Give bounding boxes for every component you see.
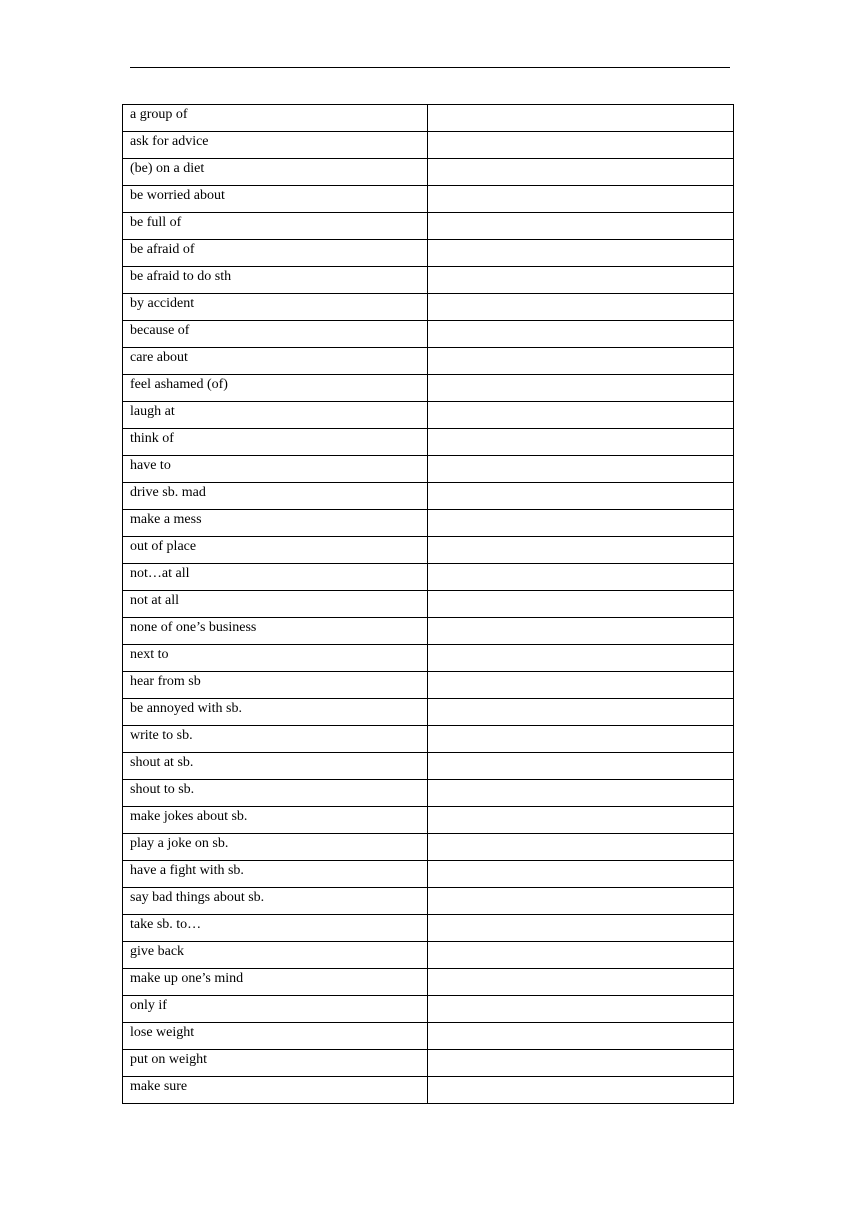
answer-cell bbox=[428, 294, 734, 321]
answer-cell bbox=[428, 510, 734, 537]
phrase-cell: lose weight bbox=[123, 1023, 428, 1050]
table-row bbox=[123, 402, 734, 429]
table-row bbox=[123, 537, 734, 564]
answer-cell bbox=[428, 861, 734, 888]
answer-cell bbox=[428, 348, 734, 375]
answer-cell bbox=[428, 483, 734, 510]
answer-cell bbox=[428, 618, 734, 645]
table-row bbox=[123, 591, 734, 618]
answer-cell bbox=[428, 699, 734, 726]
table-row bbox=[123, 1023, 734, 1050]
answer-cell bbox=[428, 834, 734, 861]
answer-cell bbox=[428, 969, 734, 996]
phrase-cell: a group of bbox=[123, 105, 428, 132]
answer-cell bbox=[428, 1023, 734, 1050]
phrase-cell: hear from sb bbox=[123, 672, 428, 699]
phrase-cell: feel ashamed (of) bbox=[123, 375, 428, 402]
table-row bbox=[123, 267, 734, 294]
answer-cell bbox=[428, 429, 734, 456]
phrase-cell: think of bbox=[123, 429, 428, 456]
table-row bbox=[123, 861, 734, 888]
answer-cell bbox=[428, 888, 734, 915]
phrase-cell: be worried about bbox=[123, 186, 428, 213]
table-row bbox=[123, 375, 734, 402]
phrase-cell: play a joke on sb. bbox=[123, 834, 428, 861]
phrase-cell: next to bbox=[123, 645, 428, 672]
table-row bbox=[123, 213, 734, 240]
answer-cell bbox=[428, 807, 734, 834]
table-row bbox=[123, 348, 734, 375]
table-row bbox=[123, 699, 734, 726]
phrase-cell: laugh at bbox=[123, 402, 428, 429]
answer-cell bbox=[428, 159, 734, 186]
phrase-cell: make up one’s mind bbox=[123, 969, 428, 996]
phrase-cell: say bad things about sb. bbox=[123, 888, 428, 915]
answer-cell bbox=[428, 105, 734, 132]
table-row bbox=[123, 618, 734, 645]
answer-cell bbox=[428, 645, 734, 672]
phrase-cell: because of bbox=[123, 321, 428, 348]
phrase-cell: make sure bbox=[123, 1077, 428, 1104]
phrase-cell: be annoyed with sb. bbox=[123, 699, 428, 726]
phrase-cell: be afraid to do sth bbox=[123, 267, 428, 294]
table-row bbox=[123, 969, 734, 996]
phrase-cell: be afraid of bbox=[123, 240, 428, 267]
table-row bbox=[123, 483, 734, 510]
table-row bbox=[123, 942, 734, 969]
table-row bbox=[123, 645, 734, 672]
answer-cell bbox=[428, 753, 734, 780]
answer-cell bbox=[428, 402, 734, 429]
table-row bbox=[123, 159, 734, 186]
answer-cell bbox=[428, 564, 734, 591]
answer-cell bbox=[428, 996, 734, 1023]
phrase-table bbox=[122, 104, 734, 1104]
answer-cell bbox=[428, 132, 734, 159]
phrase-cell: none of one’s business bbox=[123, 618, 428, 645]
table-row bbox=[123, 1050, 734, 1077]
phrase-cell: have a fight with sb. bbox=[123, 861, 428, 888]
answer-cell bbox=[428, 591, 734, 618]
table-row bbox=[123, 240, 734, 267]
phrase-cell: care about bbox=[123, 348, 428, 375]
phrase-cell: out of place bbox=[123, 537, 428, 564]
table-row bbox=[123, 294, 734, 321]
table-row bbox=[123, 780, 734, 807]
answer-cell bbox=[428, 780, 734, 807]
phrase-cell: put on weight bbox=[123, 1050, 428, 1077]
phrase-cell: only if bbox=[123, 996, 428, 1023]
answer-cell bbox=[428, 537, 734, 564]
table-row bbox=[123, 807, 734, 834]
table-row bbox=[123, 429, 734, 456]
answer-cell bbox=[428, 726, 734, 753]
phrase-cell: not at all bbox=[123, 591, 428, 618]
answer-cell bbox=[428, 942, 734, 969]
answer-cell bbox=[428, 375, 734, 402]
table-row bbox=[123, 753, 734, 780]
table-row bbox=[123, 672, 734, 699]
answer-cell bbox=[428, 1050, 734, 1077]
answer-cell bbox=[428, 267, 734, 294]
phrase-cell: drive sb. mad bbox=[123, 483, 428, 510]
table-row bbox=[123, 456, 734, 483]
answer-cell bbox=[428, 1077, 734, 1104]
table-row bbox=[123, 1077, 734, 1104]
phrase-cell: make a mess bbox=[123, 510, 428, 537]
table-row bbox=[123, 726, 734, 753]
answer-cell bbox=[428, 672, 734, 699]
answer-cell bbox=[428, 213, 734, 240]
table-row bbox=[123, 510, 734, 537]
phrase-cell: (be) on a diet bbox=[123, 159, 428, 186]
phrase-cell: write to sb. bbox=[123, 726, 428, 753]
phrase-cell: ask for advice bbox=[123, 132, 428, 159]
phrase-table-body bbox=[123, 105, 734, 1104]
table-row bbox=[123, 564, 734, 591]
phrase-cell: be full of bbox=[123, 213, 428, 240]
phrase-cell: by accident bbox=[123, 294, 428, 321]
table-row bbox=[123, 915, 734, 942]
answer-cell bbox=[428, 321, 734, 348]
table-row bbox=[123, 321, 734, 348]
table-row bbox=[123, 186, 734, 213]
phrase-cell: shout to sb. bbox=[123, 780, 428, 807]
table-row bbox=[123, 996, 734, 1023]
answer-cell bbox=[428, 240, 734, 267]
table-row bbox=[123, 132, 734, 159]
answer-cell bbox=[428, 456, 734, 483]
table-row bbox=[123, 105, 734, 132]
phrase-cell: have to bbox=[123, 456, 428, 483]
header-rule bbox=[130, 67, 730, 68]
phrase-cell: take sb. to… bbox=[123, 915, 428, 942]
phrase-cell: shout at sb. bbox=[123, 753, 428, 780]
phrase-cell: make jokes about sb. bbox=[123, 807, 428, 834]
answer-cell bbox=[428, 186, 734, 213]
phrase-cell: give back bbox=[123, 942, 428, 969]
table-row bbox=[123, 834, 734, 861]
table-row bbox=[123, 888, 734, 915]
answer-cell bbox=[428, 915, 734, 942]
phrase-cell: not…at all bbox=[123, 564, 428, 591]
